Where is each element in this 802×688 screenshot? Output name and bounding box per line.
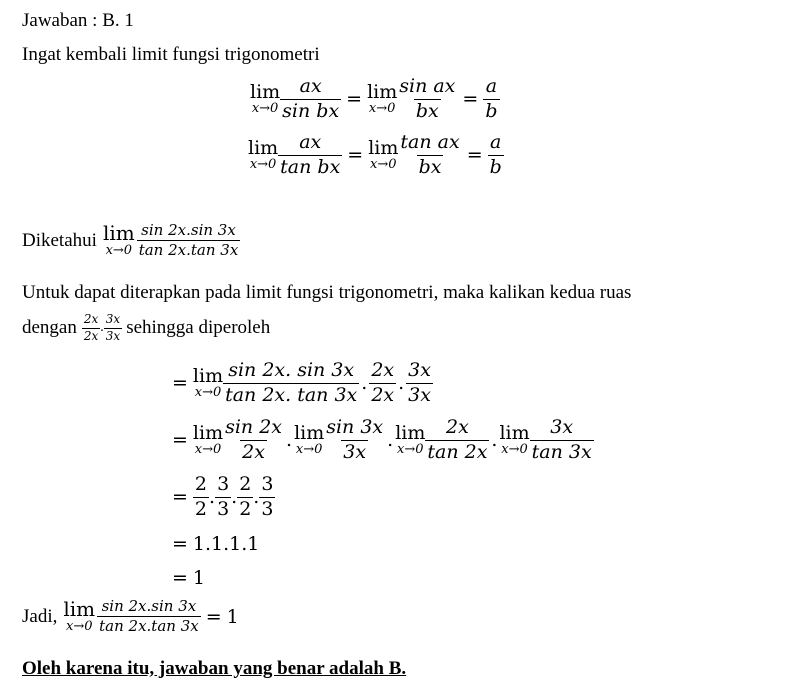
fraction: $\frac{2x}{2x}$	[83, 312, 99, 343]
conclusion-fraction: $\frac{\sin 2x.\sin 3x}{\tan 2x.\tan 3x}$	[99, 597, 199, 636]
fraction: $\frac{\sin 3x}{3x}$	[326, 416, 384, 463]
fraction: $\frac{ax}{\text{sin bx}}$	[282, 75, 340, 122]
limit-operator: lim x→0	[63, 597, 96, 635]
limit-operator: lim x→0	[250, 80, 281, 117]
fraction: $\frac{ax}{\text{tan bx}}$	[280, 131, 341, 178]
fraction: $\frac{\sin 2x. \sin 3x}{\tan 2x. \tan 3x}$	[225, 359, 358, 406]
fraction: $\frac{2x}{2x}$	[371, 359, 395, 406]
final-statement: Oleh karena itu, jawaban yang benar adalah B.	[22, 658, 407, 679]
limit-operator: lim x→0	[294, 421, 325, 458]
limit-operator: lim x→0	[192, 421, 224, 458]
fraction: $\frac{a}{b}$	[489, 131, 502, 178]
answer-line: Jawaban : B. 1	[22, 10, 134, 31]
limit-operator: lim x→0	[192, 364, 224, 401]
step-1: = lim x→0 $\frac{\sin 2x. \sin 3x}{\tan 2x. \tan 3x}$ . $\frac{2x}{2x}$ . $\frac{3x}{3x}$	[172, 359, 431, 406]
limit-operator: lim x→0	[499, 421, 530, 458]
fraction: $\frac{3x}{3x}$	[105, 312, 121, 343]
fraction: $\frac{\text{sin ax}}{bx}$	[399, 75, 456, 122]
given-prefix: Diketahui	[22, 229, 97, 251]
fraction: $\frac{\sin 2x}{2x}$	[225, 416, 283, 463]
fraction: $\frac{2}{2}$	[239, 473, 252, 520]
limit-operator: lim x→0	[368, 136, 399, 173]
formula-tan: lim x→0 $\frac{ax}{\text{tan bx}}$ = lim x→0 $\frac{\text{tan ax}}{bx}$ = $\frac{a}{b}$	[248, 131, 502, 178]
fraction: $\frac{2x}{\tan 2x}$	[427, 416, 488, 463]
fraction: $\frac{3}{3}$	[217, 473, 230, 520]
fraction: $\frac{\text{tan ax}}{bx}$	[400, 131, 460, 178]
limit-operator: lim x→0	[102, 221, 135, 259]
fraction: $\frac{3x}{\tan 3x}$	[531, 416, 592, 463]
multiply-line: dengan $\frac{2x}{2x}$ . $\frac{3x}{3x}$ sehingga diperoleh	[22, 312, 271, 343]
fraction: $\frac{3}{3}$	[261, 473, 274, 520]
limit-operator: lim x→0	[395, 421, 426, 458]
step-4: = 1.1.1.1	[172, 533, 260, 555]
limit-operator: lim x→0	[248, 136, 279, 173]
given-fraction: $\frac{\sin 2x.\sin 3x}{\tan 2x.\tan 3x}$	[138, 221, 239, 260]
step-3: = $\frac{2}{2}$ . $\frac{3}{3}$ . $\frac{2}{2}$ . $\frac{3}{3}$	[172, 473, 274, 520]
fraction: $\frac{2}{2}$	[194, 473, 208, 520]
recall-line: Ingat kembali limit fungsi trigonometri	[22, 44, 320, 65]
step-2: = lim x→0 $\frac{\sin 2x}{2x}$ . lim x→0 $\frac{\sin 3x}{3x}$ . lim x→0 $\frac{2x}{\tan 2x}$ . lim x→0 $\frac{3x}{\tan 3x}$	[172, 416, 592, 463]
explain-line: Untuk dapat diterapkan pada limit fungsi trigonometri, maka kalikan kedua ruas	[22, 282, 632, 303]
formula-sin: lim x→0 $\frac{ax}{\text{sin bx}}$ = lim x→0 $\frac{\text{sin ax}}{bx}$ = $\frac{a}{b}$	[250, 75, 498, 122]
given-line	[22, 222, 240, 260]
limit-operator: lim x→0	[367, 80, 398, 117]
step-5: = 1	[172, 567, 206, 589]
conclusion-line: Jadi, lim x→0 $\frac{\sin 2x.\sin 3x}{\tan 2x.\tan 3x}$ = 1	[22, 597, 239, 636]
fraction: $\frac{a}{b}$	[485, 75, 498, 122]
fraction: $\frac{3x}{3x}$	[408, 359, 431, 406]
